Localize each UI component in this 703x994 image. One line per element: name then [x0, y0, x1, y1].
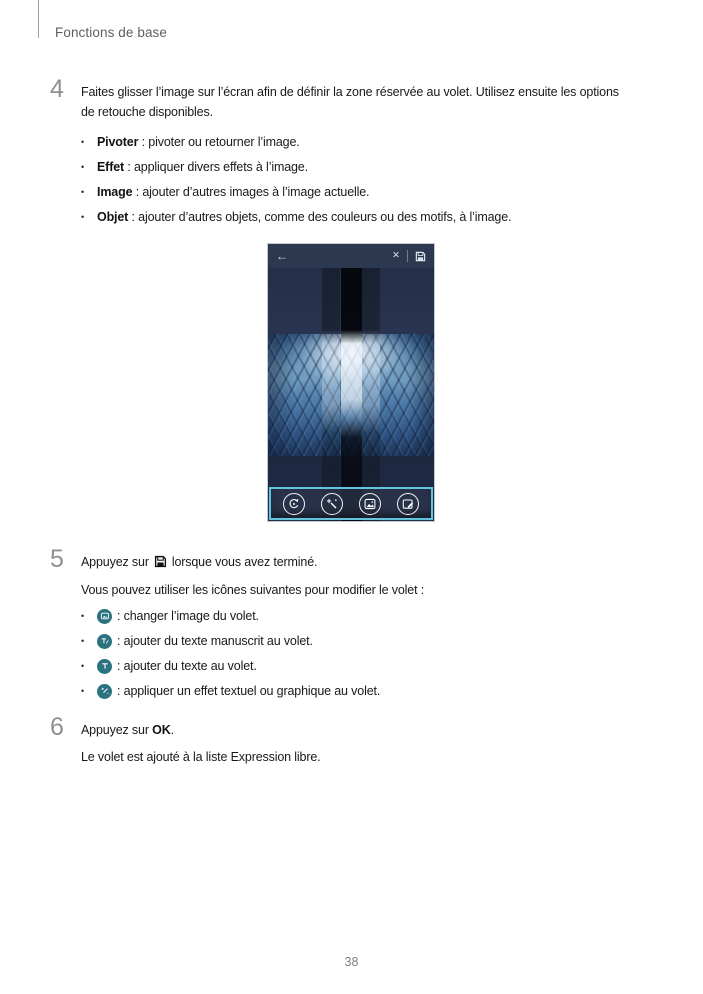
- pane-side-strip: [322, 244, 340, 521]
- list-item: [81, 207, 511, 227]
- step-4-text: Faites glisser l’image sur l’écran afin de définir la zone réservée au volet. Utilisez ensuite les options de retouche disponibles.: [81, 85, 619, 119]
- pane-text-icon: [97, 659, 112, 674]
- bullet-icon: •: [81, 212, 85, 222]
- step-6-subtext: Le volet est ajouté à la liste Expression libre.: [81, 750, 321, 764]
- topbar-divider: [407, 250, 408, 262]
- edit-toolbar-highlighted: [269, 487, 433, 520]
- bullet-icon: •: [81, 661, 85, 671]
- bullet-icon: •: [81, 636, 85, 646]
- step-4-number: 4: [50, 75, 64, 103]
- save-icon: [154, 555, 167, 568]
- pane-center-strip: [341, 244, 362, 521]
- list-item: • : changer l’image du volet.: [81, 609, 259, 623]
- chapter-title: Fonctions de base: [55, 25, 168, 40]
- step-4-bullet-list: [81, 132, 511, 232]
- ok-label: OK: [152, 723, 171, 737]
- bullet-icon: •: [81, 162, 85, 172]
- phone-screenshot: [267, 243, 435, 522]
- list-item: [81, 132, 511, 152]
- effects-wand-icon: [321, 493, 343, 515]
- step-5-subtext: Vous pouvez utiliser les icônes suivantes pour modifier le volet :: [81, 583, 425, 597]
- save-icon: [415, 251, 426, 262]
- close-icon: ✕: [392, 250, 400, 262]
- bullet-text: Image : ajouter d’autres images à l’image actuelle.: [97, 185, 370, 199]
- image-icon: [359, 493, 381, 515]
- bullet-text: Objet : ajouter d’autres objets, comme des couleurs ou des motifs, à l’image.: [97, 210, 512, 224]
- pane-image-icon: [97, 609, 112, 624]
- rotate-icon: [283, 493, 305, 515]
- step-6-number: 6: [50, 713, 64, 741]
- bullet-icon: •: [81, 137, 85, 147]
- object-icon: [397, 493, 419, 515]
- pane-edit-icon-list: [81, 606, 380, 706]
- step-5-text: Appuyez sur lorsque vous avez terminé.: [81, 555, 318, 569]
- page-number: 38: [344, 955, 359, 969]
- step-6-text: Appuyez sur OK.: [81, 723, 174, 737]
- step-5-number: 5: [50, 545, 64, 573]
- pane-effect-icon: [97, 684, 112, 699]
- list-item: [81, 157, 511, 177]
- header-rule: [38, 0, 39, 38]
- list-item: • : ajouter du texte au volet.: [81, 659, 257, 673]
- screenshot-topbar: [268, 244, 434, 268]
- bullet-text: Pivoter : pivoter ou retourner l’image.: [97, 135, 300, 149]
- bullet-icon: •: [81, 187, 85, 197]
- pane-handwriting-icon: [97, 634, 112, 649]
- list-item: [81, 182, 511, 202]
- pane-side-strip: [362, 244, 380, 521]
- bullet-icon: •: [81, 611, 85, 621]
- back-arrow-icon: ←: [276, 249, 288, 263]
- bullet-icon: •: [81, 686, 85, 696]
- list-item: • : ajouter du texte manuscrit au volet.: [81, 634, 313, 648]
- bullet-text: Effet : appliquer divers effets à l’image.: [97, 160, 308, 174]
- list-item: • : appliquer un effet textuel ou graphique au volet.: [81, 684, 381, 698]
